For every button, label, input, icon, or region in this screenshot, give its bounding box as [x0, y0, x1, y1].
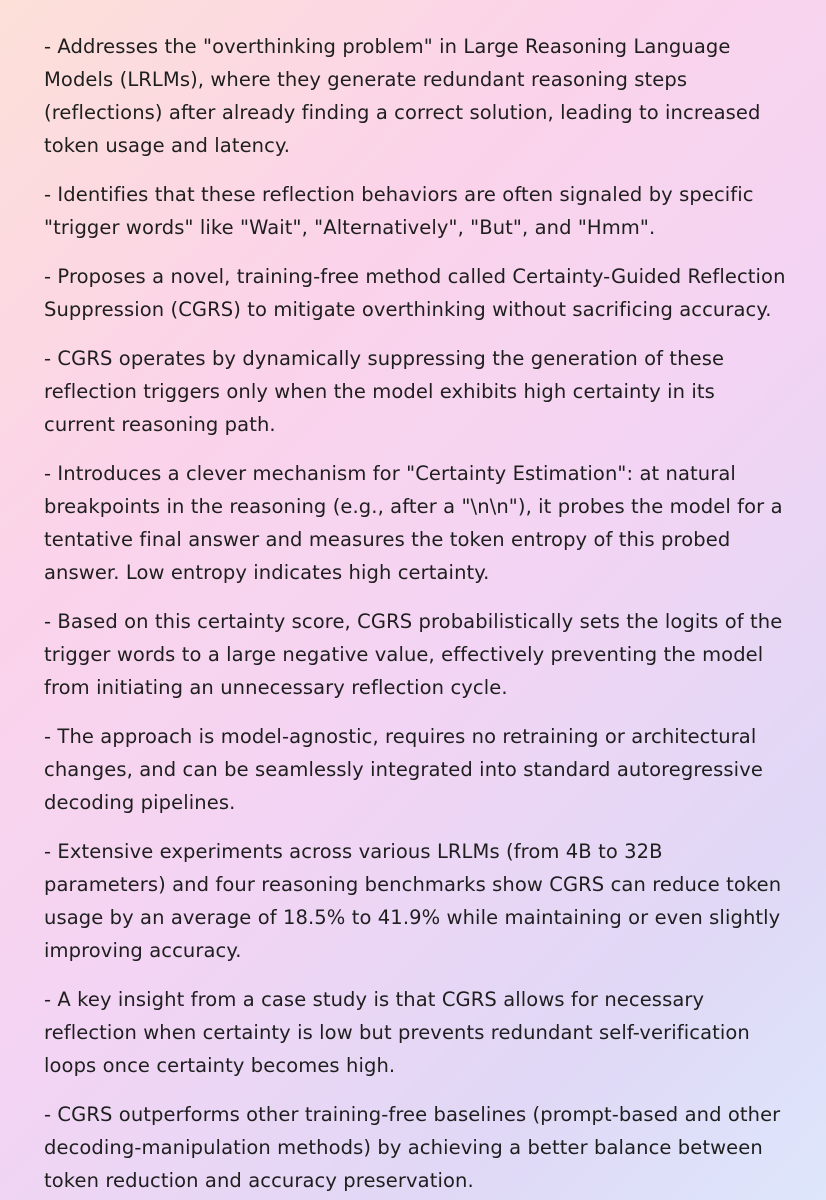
bullet-trigger-words: - Identifies that these reflection behaviors are often signaled by specific "trigger words" like "Wait", "Alternatively", "But", and "Hmm". — [44, 183, 754, 239]
bullet-experiments: - Extensive experiments across various LRLMs (from 4B to 32B parameters) and four reasoning benchmarks show CGRS can reduce token usage by an average of 18.5% to 41.9% while maintaining or even slightly improving accuracy. — [44, 840, 782, 962]
bullet-case-study: - A key insight from a case study is that CGRS allows for necessary reflection when certainty is low but prevents redundant self-verification loops once certainty becomes high. — [44, 988, 750, 1077]
bullet-overthinking-problem: - Addresses the "overthinking problem" in Large Reasoning Language Models (LRLMs), where they generate redundant reasoning steps (reflections) after already finding a correct solution, leading to increased token usage and latency. — [44, 35, 761, 157]
bullet-logit-suppression: - Based on this certainty score, CGRS probabilistically sets the logits of the trigger words to a large negative value, effectively preventing the model from initiating an unnecessary reflection cycle. — [44, 610, 783, 699]
bullet-certainty-estimation: - Introduces a clever mechanism for "Certainty Estimation": at natural breakpoints in the reasoning (e.g., after a "\n\n"), it probes the model for a tentative final answer and measures the token entropy of this probed answer. Low entropy indicates high certainty. — [44, 462, 783, 584]
bullet-cgrs-operation: - CGRS operates by dynamically suppressing the generation of these reflection triggers only when the model exhibits high certainty in its current reasoning path. — [44, 347, 725, 436]
bullet-baselines: - CGRS outperforms other training-free baselines (prompt-based and other decoding-manipulation methods) by achieving a better balance between token reduction and accuracy preservation. — [44, 1103, 781, 1192]
bullet-model-agnostic: - The approach is model-agnostic, requires no retraining or architectural changes, and can be seamlessly integrated into standard autoregressive decoding pipelines. — [44, 725, 763, 814]
bullet-cgrs-method: - Proposes a novel, training-free method called Certainty-Guided Reflection Suppression (CGRS) to mitigate overthinking without sacrificing accuracy. — [44, 265, 786, 321]
